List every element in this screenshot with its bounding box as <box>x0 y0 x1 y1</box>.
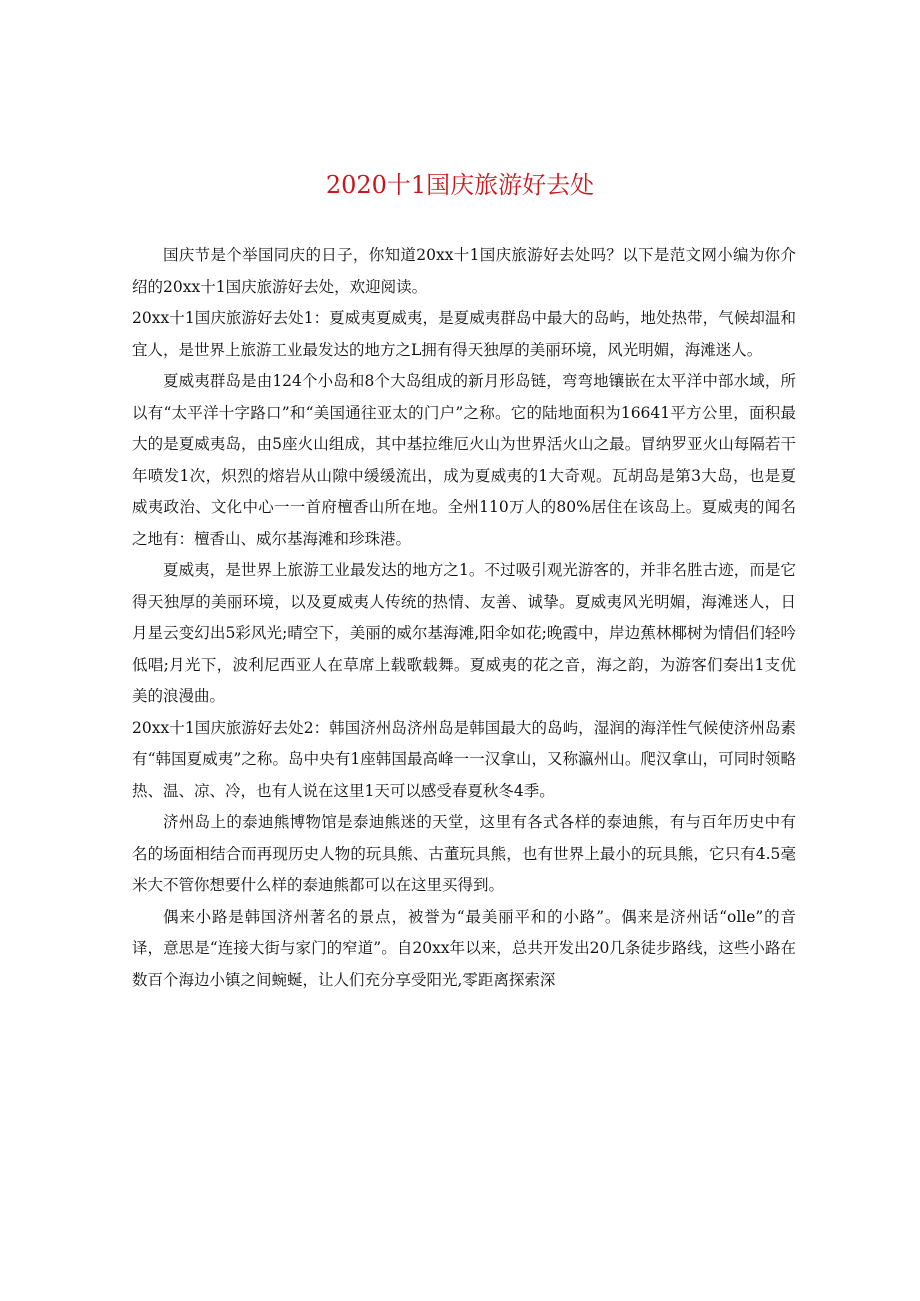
document-title: 2020十1国庆旅游好去处 <box>325 171 595 199</box>
paragraph-teddy-bear-museum: 济州岛上的泰迪熊博物馆是泰迪熊迷的天堂，这里有各式各样的泰迪熊，有与百年历史中有名的场面相结合而再现历史人物的玩具熊、古董玩具熊，也有世界上最小的玩具熊，它只有4.5毫米大不管你想要什么样的泰迪熊都可以在这里买得到。 <box>132 813 796 894</box>
paragraph-olle-trail: 偶来小路是韩国济州著名的景点，被誉为“最美丽平和的小路”。偶来是济州话“olle”的音译，意思是“连接大街与家门的窄道”。自20xx年以来，总共开发出20几条徒步路线，这些小路在数百个海边小镇之间蜿蜒，让人们充分享受阳光,零距离探索深 <box>132 907 796 989</box>
paragraph-intro: 国庆节是个举国同庆的日子，你知道20xx十1国庆旅游好去处吗？以下是范文网小编为你介绍的20xx十1国庆旅游好去处，欢迎阅读。 <box>132 246 796 296</box>
paragraph-destination-1: 20xx十1国庆旅游好去处1：夏威夷夏威夷，是夏威夷群岛中最大的岛屿，地处热带，气候却温和宜人，是世界上旅游工业最发达的地方之L拥有得天独厚的美丽环境，风光明媚，海滩迷人。 <box>132 309 796 359</box>
paragraph-hawaii-islands: 夏威夷群岛是由124个小岛和8个大岛组成的新月形岛链，弯弯地镶嵌在太平洋中部水域，所以有“太平洋十字路口”和“美国通往亚太的门户”之称。它的陆地面积为16641平方公里，面积最大的是夏威夷岛，由5座火山组成，其中基拉维厄火山为世界活火山之最。冒纳罗亚火山每隔若干年喷发1次，炽烈的熔岩从山隙中缓缓流出，成为夏威夷的1大奇观。瓦胡岛是第3大岛，也是夏威夷政治、文化中心一一首府檀香山所在地。全州110万人的80%居住在该岛上。夏威夷的闻名之地有：檀香山、威尔基海滩和珍珠港。 <box>132 372 796 548</box>
paragraph-destination-2: 20xx十1国庆旅游好去处2：韩国济州岛济州岛是韩国最大的岛屿，湿润的海洋性气候使济州岛素有“韩国夏威夷”之称。岛中央有1座韩国最高峰一一汉拿山，又称瀛州山。爬汉拿山，可同时领略热、温、凉、冷，也有人说在这里1天可以感受春夏秋冬4季。 <box>132 718 796 800</box>
document-body <box>132 240 796 996</box>
paragraph-hawaii-tourism: 夏威夷，是世界上旅游工业最发达的地方之1。不过吸引观光游客的，并非名胜古迹，而是它得天独厚的美丽环境，以及夏威夷人传统的热情、友善、诚挚。夏威夷风光明媚，海滩迷人，日月星云变幻出5彩风光;晴空下，美丽的威尔基海滩,阳伞如花;晚霞中，岸边蕉林椰树为情侣们轻吟低唱;月光下，波利尼西亚人在草席上载歌载舞。夏威夷的花之音，海之韵，为游客们奏出1支优美的浪漫曲。 <box>132 561 796 705</box>
